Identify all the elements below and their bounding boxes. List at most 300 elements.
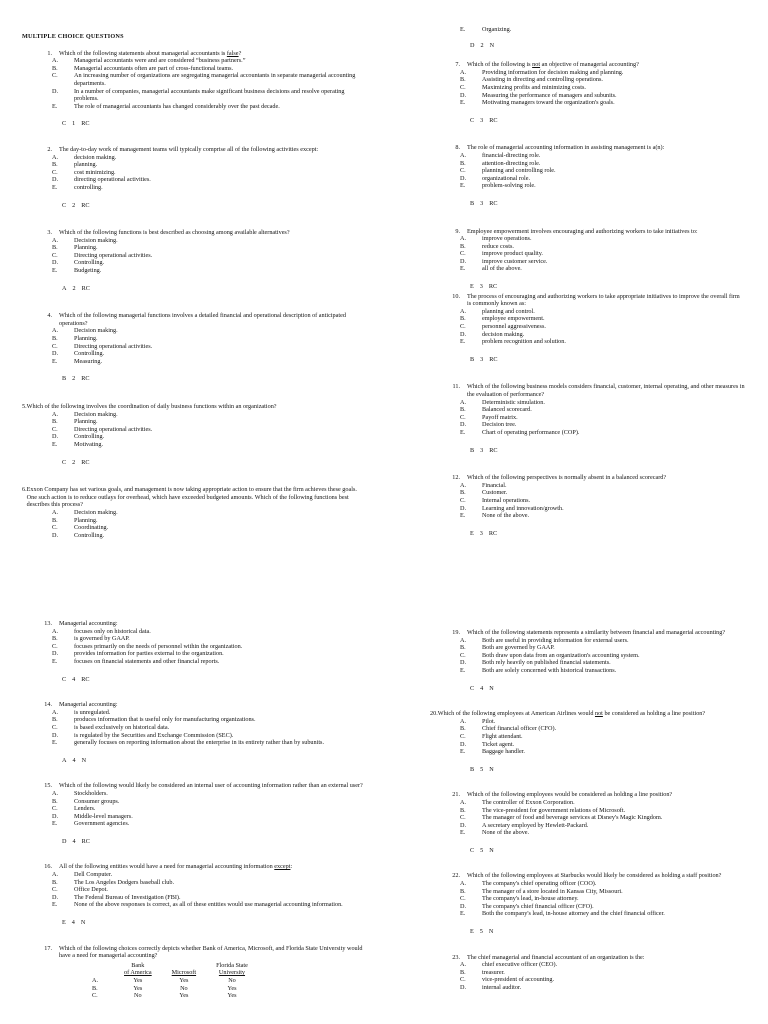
option-letter: E.	[460, 748, 466, 756]
learning-objective: 1	[72, 120, 76, 128]
option-letter: B.	[460, 489, 466, 497]
option-text: The vice-president for government relations of Microsoft.	[482, 806, 626, 814]
question-text: Which of the following employees would be considered as holding a line position?	[467, 791, 673, 799]
question-type: N	[488, 928, 494, 936]
option-text: Directing operational activities.	[74, 425, 153, 433]
option-item	[52, 259, 367, 267]
option-list	[22, 871, 367, 909]
option-item	[52, 820, 367, 828]
learning-objective: 2	[72, 284, 76, 292]
question-stem	[22, 620, 367, 628]
answer-line	[22, 838, 367, 846]
option-text: Financial.	[482, 481, 507, 489]
option-letter: E.	[52, 183, 58, 191]
question-block	[430, 383, 745, 454]
option-text: Both draw upon data from an organization's accounting system.	[482, 651, 640, 659]
option-letter: A.	[460, 717, 467, 725]
option-letter: E.	[460, 910, 466, 918]
option-letter: C.	[52, 524, 58, 532]
option-item	[52, 335, 367, 343]
option-letter: B.	[52, 335, 58, 343]
option-text: decision making.	[74, 153, 117, 161]
question-stem	[22, 782, 367, 790]
option-letter: C.	[52, 72, 58, 80]
question-number: 11.	[452, 383, 460, 391]
option-item	[52, 267, 367, 275]
option-text: A secretary employed by Hewlett-Packard.	[482, 821, 589, 829]
option-list	[22, 790, 367, 828]
option-text: The company's chief financial officer (CFO).	[482, 902, 594, 910]
option-item	[460, 903, 745, 911]
option-letter: A.	[460, 636, 467, 644]
option-text: Decision making.	[74, 410, 118, 418]
table-cell: Yes	[179, 977, 189, 984]
option-letter: D.	[52, 650, 59, 658]
option-item	[460, 799, 745, 807]
right-column-bottom	[430, 629, 745, 1010]
option-letter: E.	[460, 666, 466, 674]
question-text: The day-to-day work of management teams will typically comprise all of the following activities except:	[59, 145, 319, 153]
option-list	[430, 399, 745, 437]
question-number: 10.	[452, 292, 460, 300]
option-item	[52, 739, 367, 747]
option-text: planning and controlling role.	[482, 167, 556, 175]
option-letter: C.	[52, 251, 58, 259]
question-text: The process of encouraging and authorizing workers to take appropriate initiatives to improve the overall firm is commonly known as:	[467, 292, 740, 308]
answer-key: B	[62, 375, 67, 383]
option-letter: A.	[52, 410, 59, 418]
question-text: Managerial accounting:	[59, 620, 118, 627]
question-block	[430, 629, 745, 692]
option-letter: D.	[460, 902, 467, 910]
option-text: is unregulated.	[74, 708, 111, 716]
option-text: Stockholders.	[74, 789, 108, 797]
question-text: Exxon Company has set various goals, and management is now taking appropriate action to ensure that the firm achieves these goals. One such action is to reduce outlays for overhead, which have exceeded budgeted amounts. Which of the following functions best describes this process?	[26, 486, 357, 509]
option-letter: C.	[460, 814, 466, 822]
option-item	[52, 252, 367, 260]
answer-line	[430, 117, 745, 125]
question-text: Which of the following is not an objective of managerial accounting?	[467, 61, 639, 69]
option-letter: B.	[460, 644, 466, 652]
option-letter: A.	[460, 68, 467, 76]
option-letter: D.	[460, 984, 467, 991]
option-item	[460, 338, 745, 346]
option-text: internal auditor.	[482, 984, 522, 991]
option-text: Payoff matrix.	[482, 413, 518, 421]
option-item	[460, 733, 745, 741]
option-letter: E.	[460, 428, 466, 436]
option-text: Controlling.	[74, 433, 105, 441]
learning-objective: 3	[480, 199, 484, 207]
option-text: employee empowerment.	[482, 315, 545, 323]
option-text: Baggage handler.	[482, 748, 525, 756]
option-item	[460, 807, 745, 815]
option-list	[430, 880, 745, 918]
option-list	[430, 718, 745, 756]
option-letter: B.	[52, 161, 58, 169]
option-item	[52, 886, 367, 894]
learning-objective: 4	[71, 919, 75, 927]
option-item	[460, 406, 745, 414]
option-letter: C.	[52, 642, 58, 650]
option-letter: A.	[52, 871, 59, 879]
option-item	[460, 243, 745, 251]
learning-objective: 4	[480, 684, 484, 692]
table-cell: Yes	[227, 992, 237, 1000]
question-number: 14.	[44, 701, 52, 709]
option-item	[460, 99, 745, 107]
answer-key: C	[470, 116, 475, 124]
option-text: generally focuses on reporting information about the enterprise in its entirety rather than by subunits.	[74, 739, 325, 747]
option-letter: C.	[460, 895, 466, 903]
option-item	[52, 650, 367, 658]
option-item	[460, 76, 745, 84]
option-text: Internal operations.	[482, 496, 531, 504]
option-letter: A.	[52, 508, 59, 516]
option-text: Government agencies.	[74, 820, 130, 828]
option-text: The Los Angeles Dodgers baseball club.	[74, 878, 175, 886]
option-text: planning.	[74, 161, 98, 169]
option-item	[52, 65, 367, 73]
option-letter: C.	[52, 168, 58, 176]
option-letter: E.	[52, 739, 58, 747]
option-item	[52, 894, 367, 902]
question-text: Which of the following choices correctly depicts whether Bank of America, Microsoft, and Florida State University would have a need for managerial accounting?	[59, 944, 363, 960]
option-letter: D.	[460, 740, 467, 748]
emphasis-word: not	[594, 710, 603, 718]
option-letter: B.	[52, 64, 58, 72]
learning-objective: 5	[480, 846, 484, 854]
option-item	[52, 103, 367, 111]
option-text: Flight attendant.	[482, 732, 523, 740]
option-item	[460, 323, 745, 331]
question-type: N	[489, 684, 494, 692]
option-item	[52, 524, 367, 532]
option-list	[430, 961, 745, 991]
option-letter: A.	[460, 151, 467, 159]
option-item	[52, 635, 367, 643]
option-text: is based exclusively on historical data.	[74, 723, 170, 731]
option-item	[52, 901, 367, 909]
option-text: focuses only on historical data.	[74, 627, 151, 635]
question-type: RC	[489, 116, 498, 124]
option-letter: B.	[460, 315, 466, 323]
question-type: N	[80, 919, 86, 927]
option-text: The Federal Bureau of Investigation (FBI).	[74, 893, 181, 901]
question-block	[22, 403, 367, 466]
option-text: Both rely heavily on published financial statements.	[482, 659, 611, 667]
option-list	[430, 637, 745, 675]
option-letter: E.	[460, 99, 466, 107]
option-item	[52, 418, 367, 426]
option-text: vice-president of accounting.	[482, 976, 554, 984]
question-block	[430, 710, 745, 773]
question-block	[430, 144, 745, 207]
learning-objective: 2	[72, 458, 76, 466]
question-stem	[22, 486, 367, 509]
answer-line	[22, 459, 367, 467]
option-text: Directing operational activities.	[74, 251, 153, 259]
question-text: Employee empowerment involves encouraging and authorizing workers to take initiatives to:	[467, 227, 698, 235]
question-number: 8.	[455, 144, 460, 152]
emphasis-word: not	[532, 61, 541, 69]
option-text: Measuring.	[74, 357, 103, 365]
option-item	[460, 265, 745, 273]
option-list	[430, 308, 745, 346]
question-stem	[22, 146, 367, 154]
option-item	[52, 154, 367, 162]
option-letter: D.	[52, 731, 59, 739]
emphasis-word: except	[274, 863, 291, 871]
option-letter: E.	[460, 338, 466, 346]
question-type: RC	[488, 529, 498, 537]
answer-line	[430, 42, 745, 50]
question-text: Which of the following employees at Starbucks would likely be considered as holding a staff position?	[467, 872, 722, 880]
option-text: decision making.	[482, 330, 525, 338]
question-text: The role of managerial accounting information in assisting management is a(n):	[467, 144, 665, 152]
question-type: N	[489, 765, 494, 773]
answer-key: B	[470, 765, 475, 773]
option-text: problem-solving role.	[482, 182, 536, 190]
option-letter: E.	[52, 440, 58, 448]
question-stem	[430, 791, 745, 799]
option-text: None of the above.	[482, 512, 530, 520]
option-text: focuses on financial statements and other financial reports.	[74, 657, 220, 665]
question-text: Which of the following involves the coordination of daily business functions within an organization?	[26, 403, 277, 410]
option-item	[52, 176, 367, 184]
option-text: None of the above responses is correct, as all of these entities would use managerial accounting information.	[74, 901, 343, 909]
learning-objective: 3	[480, 446, 484, 454]
question-block	[22, 701, 367, 764]
option-item	[460, 822, 745, 830]
question-stem	[22, 229, 367, 237]
option-list	[22, 709, 367, 747]
option-text: An increasing number of organizations are segregating managerial accountants in separate managerial accounting departments.	[74, 72, 356, 87]
option-letter: A.	[460, 880, 467, 888]
option-list	[22, 57, 367, 110]
question-block	[22, 782, 367, 845]
option-letter: A.	[52, 789, 59, 797]
option-letter: A.	[52, 327, 59, 335]
option-item	[460, 748, 745, 756]
option-letter: D.	[52, 259, 59, 267]
answer-key: C	[62, 675, 67, 683]
option-text: Planning.	[74, 516, 98, 524]
option-text: Coordinating.	[74, 524, 109, 532]
answer-key: B	[470, 355, 475, 363]
option-item	[460, 250, 745, 258]
option-text: Both the company's lead, in-house attorney and the chief financial officer.	[482, 910, 665, 918]
option-item	[460, 414, 745, 422]
option-item	[52, 805, 367, 813]
option-letter: C.	[52, 723, 58, 731]
table-cell: University	[218, 969, 246, 977]
option-text: Controlling.	[74, 259, 105, 267]
option-text: controlling.	[74, 183, 103, 191]
option-letter: C.	[52, 342, 58, 350]
table-cell: C.	[92, 992, 98, 1000]
option-text: Both are solely concerned with historical transactions.	[482, 666, 617, 674]
question-number: 21.	[452, 791, 460, 799]
question-text: All of the following entities would have a need for managerial accounting information except:	[59, 863, 293, 871]
question-block	[22, 486, 367, 539]
option-item	[460, 331, 745, 339]
answer-key: D	[470, 41, 475, 49]
question-stem	[430, 710, 745, 718]
emphasis-word: false	[226, 49, 239, 57]
question-number: 22.	[452, 872, 460, 880]
question-stem	[430, 872, 745, 880]
option-text: Planning.	[74, 418, 98, 426]
option-item	[52, 798, 367, 806]
question-type: RC	[81, 675, 90, 683]
option-item	[460, 315, 745, 323]
option-letter: B.	[52, 418, 58, 426]
option-text: Decision making.	[74, 508, 118, 516]
option-item	[460, 814, 745, 822]
option-text: Organizing.	[482, 26, 512, 33]
option-letter: D.	[460, 91, 467, 99]
option-item	[52, 327, 367, 335]
option-item	[460, 308, 745, 316]
table-cell: B.	[92, 984, 98, 992]
option-letter: A.	[52, 153, 59, 161]
option-letter: C.	[460, 732, 466, 740]
question-text: Which of the following managerial functions involves a detailed financial and operational description of anticipated operations?	[59, 312, 346, 327]
option-item	[52, 441, 367, 449]
option-letter: D.	[460, 659, 467, 667]
option-item	[460, 182, 745, 190]
option-item	[52, 433, 367, 441]
answer-line	[430, 447, 745, 455]
option-text: Planning.	[74, 335, 98, 343]
learning-objective: 3	[479, 283, 483, 291]
option-list	[22, 411, 367, 449]
learning-objective: 4	[72, 837, 76, 845]
question-block	[22, 50, 367, 128]
option-item	[460, 429, 745, 437]
question-stem	[22, 312, 367, 327]
option-item	[52, 532, 367, 540]
option-text: Both are governed by GAAP.	[482, 644, 555, 652]
answer-table	[92, 962, 258, 1000]
option-letter: C.	[460, 167, 466, 175]
option-item	[460, 505, 745, 513]
option-letter: E.	[52, 102, 58, 110]
answer-line	[22, 120, 367, 128]
table-cell: No	[180, 984, 188, 992]
question-number: 13.	[44, 620, 52, 627]
question-stem	[430, 474, 745, 482]
option-letter: C.	[52, 886, 58, 894]
question-type: RC	[81, 375, 90, 383]
left-column-top	[22, 33, 367, 559]
option-item	[52, 161, 367, 169]
option-letter: D.	[52, 433, 59, 441]
option-item	[52, 790, 367, 798]
option-item	[52, 184, 367, 192]
option-letter: A.	[460, 481, 467, 489]
option-letter: C.	[52, 425, 58, 433]
question-text: The chief managerial and financial accountant of an organization is the:	[467, 953, 645, 961]
option-text: cost minimizing.	[74, 168, 116, 176]
learning-objective: 3	[479, 529, 483, 537]
option-item	[460, 258, 745, 266]
option-text: Pilot.	[482, 717, 496, 725]
option-letter: B.	[460, 406, 466, 414]
question-block	[430, 228, 745, 291]
option-letter: A.	[460, 398, 467, 406]
option-letter: C.	[460, 250, 466, 258]
option-item	[460, 482, 745, 490]
option-text: improve operations.	[482, 235, 532, 243]
table-cell: Microsoft	[171, 969, 197, 977]
option-letter: E.	[460, 829, 466, 837]
option-item	[460, 175, 745, 183]
option-item	[52, 813, 367, 821]
question-number: 3.	[47, 229, 52, 237]
option-item	[460, 497, 745, 505]
option-text: Customer.	[482, 489, 508, 497]
answer-line	[22, 919, 367, 927]
question-number: 12.	[452, 474, 460, 482]
table-cell: Yes	[133, 984, 143, 992]
carried-option	[430, 26, 745, 34]
option-item	[460, 512, 745, 520]
option-letter: A.	[460, 235, 467, 243]
option-item	[52, 72, 367, 87]
option-list	[22, 327, 367, 365]
option-text: The manager of food and beverage services at Disney's Magic Kingdom.	[482, 814, 663, 822]
option-item	[52, 871, 367, 879]
answer-key: B	[470, 199, 475, 207]
answer-key: C	[62, 458, 67, 466]
table-cell: Yes	[227, 984, 237, 992]
question-number: 5.	[22, 403, 27, 410]
option-item	[460, 725, 745, 733]
question-block	[22, 620, 367, 683]
question-stem	[430, 383, 745, 398]
option-letter: C.	[460, 413, 466, 421]
option-item	[460, 26, 745, 34]
answer-key: E	[470, 928, 474, 936]
question-stem	[22, 50, 367, 58]
question-number: 15.	[44, 782, 52, 790]
option-item	[52, 509, 367, 517]
question-type: RC	[488, 283, 498, 291]
option-list	[22, 509, 367, 539]
answer-line	[22, 757, 367, 765]
option-text: Managerial accountants were and are considered “business partners.”	[74, 57, 246, 65]
option-text: treasurer.	[482, 968, 505, 976]
option-item	[460, 888, 745, 896]
option-letter: E.	[52, 657, 58, 665]
option-item	[460, 910, 745, 918]
option-text: Maximizing profits and minimizing costs.	[482, 83, 586, 91]
question-type: N	[489, 846, 494, 854]
question-block	[430, 954, 745, 992]
option-text: Balanced scorecard.	[482, 406, 532, 414]
option-text: Controlling.	[74, 531, 105, 539]
option-text: None of the above.	[482, 829, 530, 837]
option-item	[52, 358, 367, 366]
table-cell: Bank	[131, 961, 145, 969]
question-number: 23.	[452, 953, 460, 961]
option-item	[52, 343, 367, 351]
option-text: planning and control.	[482, 307, 535, 315]
option-item	[460, 880, 745, 888]
answer-line	[430, 356, 745, 364]
